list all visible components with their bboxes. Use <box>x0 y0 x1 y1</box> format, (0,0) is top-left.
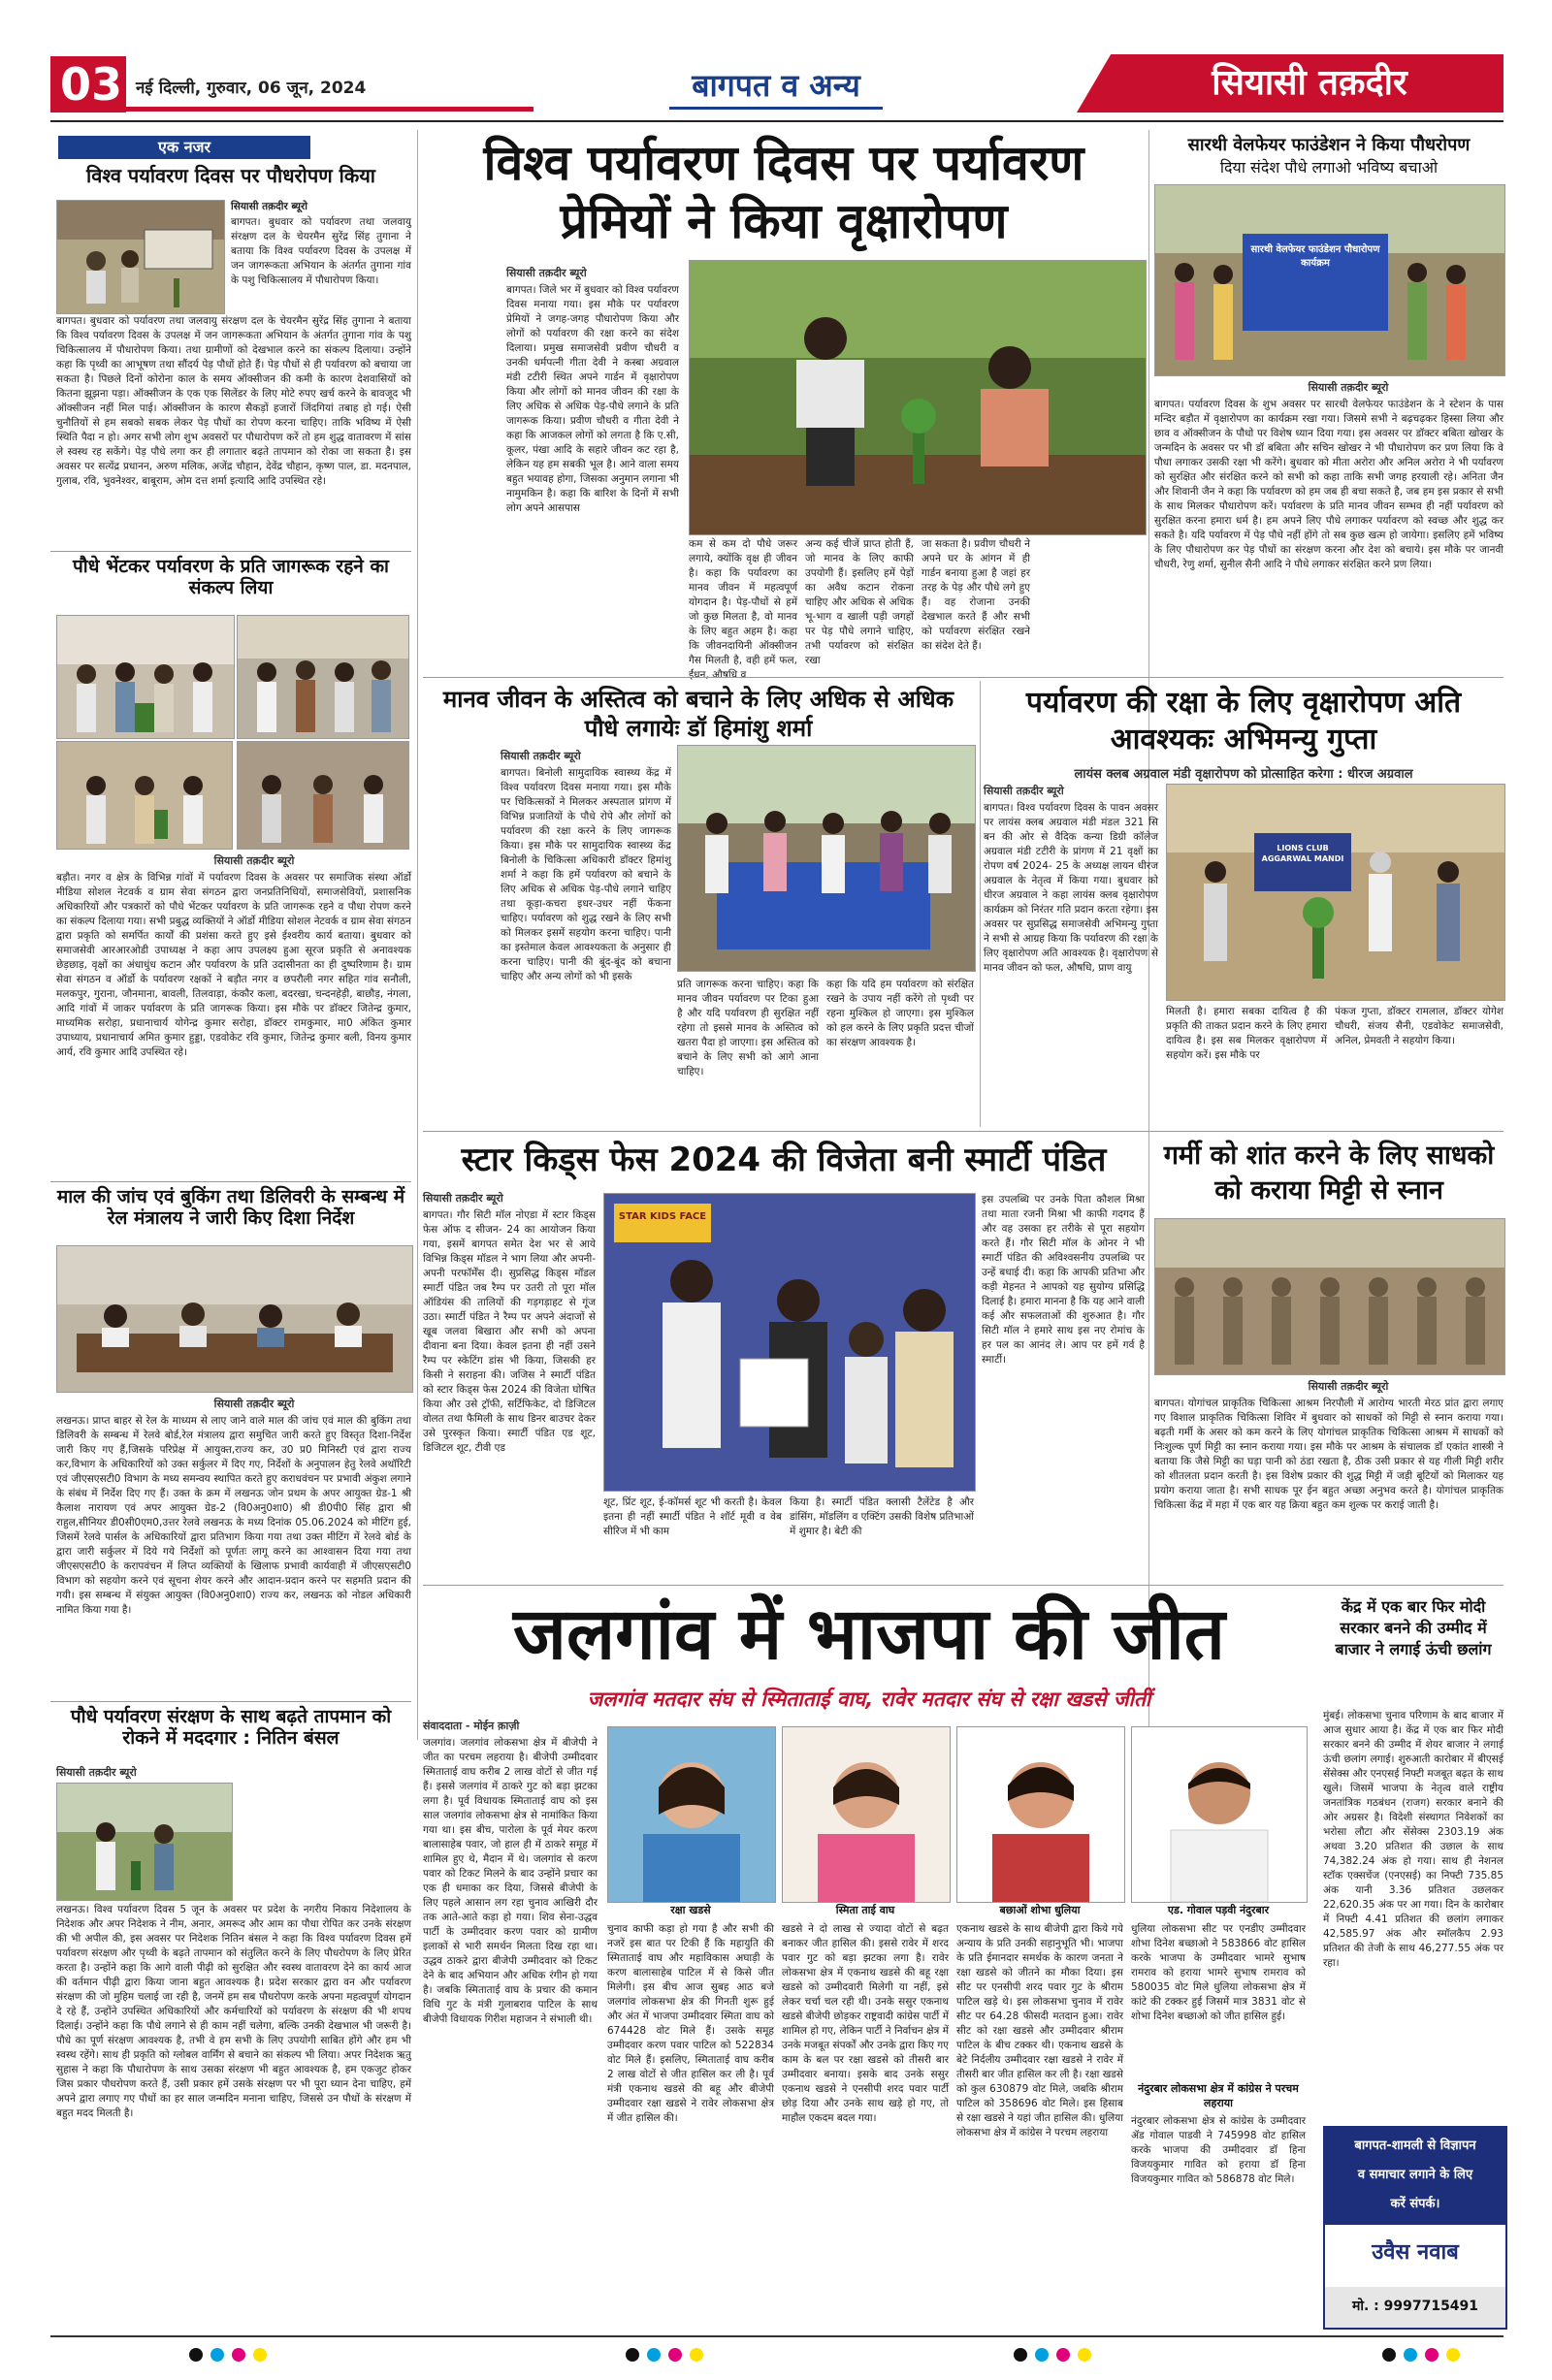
caption-shobha: बछाओं शोभा धुलिया <box>999 1904 1081 1916</box>
paudhe-body: बड़ौत। नगर व क्षेत्र के विभिन्न गांवों में पर्यावरण दिवस के अवसर पर समाजिक संस्था ऑर्डो मीडिया सोशल नेटवर्क व ग्राम सेवा संगठन द्वारा जनप्रतिनिधियों, समाजसेवियों, प्रशासनिक अधिकारियों और पत्रकारों को पौधे भेंटकर पर्यावरण के प्रति जागरूक रहने व पौधा रोपण करने का संकल्प दिलाया गया। सभी प्रबुद्ध व्यक्तियों ने ऑर्डो मीडिया सोशल नेटवर्क व ग्राम सेवा संगठन द्वारा प्रकृति को समर्पित कार्यों की प्रशंसा करते हुए इसे ईश्वरीय कार्य बताया। बुधवार को समाजसेवी आरआरओडी उपाध्यक्ष ने कहा आप उपलक्ष्य हुआ सूरज प्रकृति से अनावश्यक छेड़छाड़, वृक्षों का अंधाधुंध कटान और पर्यावरण के प्रति उदासीनता का ही दुष्परिणाम है। ग्राम सेवा संगठन व ऑर्डो के पर्यावरण रक्षकों ने बड़ौत नगर व छपरौली नगर सहित गांव सनौली, मलकपुर, गुराना, जौनमाना, बावली, तिलवाड़ा, कंकौर कला, बदरखा, चन्दनहेड़ी, बाछौड़, नंगला, आदि गांवों में जाकर पर्यावरण के प्रति जागरूक किया। इस मौके पर डॉक्टर जितेन्द्र कुमार, माध्यमिक सरोहा, प्रधानाचार्य योगेन्द्र कुमार सरोहा, डॉक्टर रामकुमार, मा0 अंकित कुमार उपाध्याय, प्रधानाचार्य अमित कुमार हुड्डा, एडवोकेट रवि कुमार, जितेन्द्र कुमार बली, विनय कुमार आर्य, रवि कुमार आदि उपस्थित रहे। <box>56 872 411 1058</box>
jalgaon-story <box>423 1591 1315 2332</box>
ek-nazar-headline: विश्व पर्यावरण दिवस पर पौधरोपण किया <box>86 164 375 187</box>
nitin-photo <box>56 1783 233 1901</box>
ad-line1: बागपत-शामली से विज्ञापन <box>1354 2139 1476 2153</box>
mitti-body: बागपत। योगांचल प्राकृतिक चिकित्सा आश्रम निरपौली में आरोग्य भारती मेरठ प्रांत द्वारा लगाए गए विशाल प्राकृतिक चिकित्सा शिविर में बुधवार को साधकों को मिट्टी से स्नान कराया गया। बढ़ती गर्मी के असर को कम करने के लिए योगांचल प्राकृतिक चिकित्सा आश्रम में साधकों को निःशुल्क पूर्ण मिट्टी का स्नान कराया गया। इस मौके पर आश्रम के संचालक डॉ एकांत शास्त्री ने बताया कि जैसे मिट्टी का घड़ा पानी को ठंडा रखता है, ठीक उसी प्रकार से यह गीली मिट्टी शरीर को शीतलता प्रदान करती है। इस विशेष प्रकार की शुद्ध मिट्टी में जड़ी बूटियों को मिलाकर यह प्रयोग कराया जाता है। सभी साधक पूर ईन बहुत अच्छा अनुभव करते है। योगांचल प्राकृतिक चिकित्सा केंद्र में महा में एक बार यह क्रिया बहुत कम शुल्क पर कराई जाती है। <box>1154 1398 1504 1511</box>
sarthi-byline: सियासी तक़दीर ब्यूरो <box>1308 381 1389 394</box>
ad-box <box>1323 2126 1507 2330</box>
sarthi-body: बागपत। पर्यावरण दिवस के शुभ अवसर पर सारथी वेलफेयर फाउंडेशन के ने स्टेशन के पास मन्दिर बड़ौत में वृक्षारोपण का कार्यक्रम रखा गया। जिसमे सभी ने बढ़चढ़कर हिस्सा लिया और छाव व ऑक्सीजन के पौधो पर विशेष ध्यान दिया गया। इस अवसर पर डॉक्टर बबिता खोखर के जन्मदिन के अवसर पर भी डॉ बबिता और सचिन खोखर ने भी पौधारोपण कर प्रण लिया कि वे पौधा लगाकर उसकी रक्षा भी करेंगे। बुधवार को मीता अरोरा और अनिल अरोरा ने भी पर्यावरण को सुरक्षित और संरक्षित करने को सभी को कहा ताकि सभी जगह हरयाली रहे। अनिता जैन और शिवानी जैन ने कहा कि पर्यावरण को हम जब ही बचा सकते है, जब हम इस प्रकार से सभी के साथ मिलकर पौधारोपण करें। पर्यावरण के प्रति मानव जीवन सम्भव ही नहीं पर्यावरण को सुरक्षित करना हमारा धर्म है। हम अपने लिए पौधे लगाकर पर्यावरण को स्वच्छ और शुद्ध कर सकते है। यदि पर्यावरण में पेड़ पौधे नहीं होंगे तो सब कुछ खत्म हो जायेगा। इसलिए हमें भविष्य के लिए पौधारोपण कर पेड़ पौधों का संरक्षण करना और देश को बचाये। इस मौके पर जानवी चौधरी, रेणु शर्मा, सुनील सैनी आदि ने पौधे लगाकर संरक्षित करने प्रण लिया। <box>1154 399 1504 570</box>
lions-club-planting-image <box>1167 785 1504 1000</box>
column-rule <box>980 681 981 1127</box>
jalgaon-body-4: एकनाथ खडसे के साथ बीजेपी द्वारा किये गये अन्याय के प्रति उनकी सहानुभूति भी। भाजपा के प्रति ईमानदार समर्थक के कारण जनता ने रक्षा खडसे को जीतने का मौका दिया। इस सीट पर एनसीपी शरद पवार गुट के श्रीराम पाटिल खड़े थे। इस लोकसभा चुनाव में रावेर सीट पर 64.28 फीसदी मतदान हुआ। रावेर सीट को रक्षा खडसे और उम्मीदवार श्रीराम पाटिल के बीच टक्कर थी। एकनाथ खडसे के बेटे निर्दलीय उम्मीदवार रक्षा खडसे ने रावेर में तीसरी बार जीत हासिल कर ली है। रक्षा खडसे को कुल 630879 वोट मिले, जबकि श्रीराम पाटिल को 358696 वोट मिले। इस हिसाब से रक्षा खडसे ने यहां जीत हासिल की। धुलिया लोकसभा क्षेत्र में कांग्रेस ने परचम लहराया <box>956 1923 1123 2139</box>
jalgaon-body-1: जलगांव। जलगांव लोकसभा क्षेत्र में बीजेपी ने जीत का परचम लहराया है। बीजेपी उम्मीदवार स्मिताताई वाघ करीब 2 लाख वोटों से जीत गई हैं। इससे जलगांव में ठाकरे गुट को बड़ा झटका लगा है। पूर्व विधायक स्मिताताई वाघ को इस साल जलगांव लोकसभा क्षेत्र से नामांकित किया गया था। इस बीच, पारोला के पूर्व मेयर करण बालासाहेब पवार, जो हाल ही में ठाकरे समूह में शामिल हुए थे, मैदान में थे। जलगांव से करण पवार को टिकट मिलने के बाद उन्होंने प्रचार का एक ही धमाका कर दिया, जिससे बीजेपी के लिए पहले आसान लग रहा चुनाव आखिरी दौर तक आते-आते कड़ा हो गया। शिव सेना-उद्धव पार्टी के उम्मीदवार करण पवार को ग्रामीण इलाकों से भारी समर्थन मिलता दिख रहा था। उद्धव ठाकरे द्वारा बीजेपी उम्मीदवार को टिकट देने के बाद अभियान और अधिक रंगीन हो गया है। जबकि स्मिताताई वाघ के प्रचार की कमान विधि गुट के मंत्री गुलाबराव पाटिल के साथ बीजेपी विधायक गिरीश महाजन ने संभाली थी। <box>423 1737 598 2025</box>
lead-body-1: बागपत। जिले भर में बुधवार को विश्व पर्यावरण दिवस मनाया गया। इस मौके पर पर्यावरण प्रेमियों ने जगह-जगह पौधारोपण किया और लोगों को पर्यावरण की रक्षा करने का संदेश दिलाया। प्रमुख समाजसेवी प्रवीण चौधरी व उनकी धर्मपत्नी गीता देवी ने कस्बा अग्रवाल मंडी टटीरी स्थित अपने गार्डन में वृक्षारोपण किया और लोगों को मानव जीवन की रक्षा के लिए अधिक से अधिक पेड़-पौधे लगाने के प्रति जागरूक किया। प्रवीण चौधरी व गीता देवी ने कहा कि आजकल लोगों को लगता है कि ए.सी, कूलर, पंखा आदि के सहारे जीवन कट रहा है, लेकिन यह हम सबकी भूल है। आने वाला समय बहुत भयावह होगा, जिसका अनुमान लगाना भी नामुमकिन है। कहा कि बारिश के दिनों में सभी लोग अपने आसपास <box>506 284 679 514</box>
star-kids-body-1: बागपत। गौर सिटी मॉल नोएडा में स्टार किड्स फेस ऑफ द सीजन- 24 का आयोजन किया गया, इसमें बागपत समेत देश भर से आये विभिन्न किड्स मॉडल ने भाग लिया और अपनी-अपनी परफॉर्मेंस दी। सुप्रसिद्ध किड्स मॉडल स्मार्टी पंडित जब रैम्प पर उतरी तो पूरा मॉल ऑडियंस की तालियों की गड़गड़ाहट से गूंज उठा। स्मार्टी पंडित ने रैम्प पर अपने अंदाजों से खूब जलवा बिखारा और सभी को अपना दीवाना बना दिया। केवल इतना ही नहीं उसने रैम्प पर स्केटिंग डांस भी किया, जिसकी हर किसी ने सराहना की। जजिस ने स्मार्टी पंडित को स्टार किड्स फेस 2024 की विजेता घोषित किया और उसे ट्रॉफी, सर्टिफिकेट, दो डिजिटल वोलत तथा फैमिली के साथ डिनर बाउचर देकर उसे पुरस्कृत किया। स्मार्टी पंडित एड शूट, डिजिटल शूट, टीवी एड <box>423 1209 596 1454</box>
divider <box>50 1701 411 1702</box>
himanshu-byline: सियासी तक़दीर ब्यूरो <box>501 750 581 762</box>
nitin-headline: पौधे पर्यावरण संरक्षण के साथ बढ़ते तापमान को रोकने में मददगार : नितिन बंसल <box>70 1706 392 1749</box>
abhimanyu-body-3: पंकज गुप्ता, डॉक्टर रामलाल, डॉक्टर योगेश चौधरी, संजय सैनी, एडवोकेट समाजसेवी, अनिल, प्रेमवती ने सहयोग किया। <box>1335 1006 1504 1046</box>
paudhe-photo-1 <box>56 615 235 739</box>
divider <box>50 1181 411 1182</box>
candidate-photo-smita <box>782 1726 951 1903</box>
sarthi-subhead: दिया संदेश पौधे लगाओ भविष्य बचाओ <box>1219 158 1439 177</box>
ad-phone: मो. : 9997715491 <box>1351 2299 1479 2314</box>
star-kids-body-3: किया है। स्मार्टी पंडित क्लासी टैलेंटेड है और डांसिंग, मॉडलिंग व एक्टिंग उसकी विशेष प्रतिभाओं में शुमार है। बेटी की <box>790 1496 974 1537</box>
lead-body-2: कम से कम दो पौधे जरूर लगाये, क्योंकि वृक्ष ही जीवन है। कहा कि पर्यावरण का मानव जीवन में महत्वपूर्ण योगदान है। पेड़-पौधों से हमें जो कुछ मिलता है, वो मानव के लिए बहुत अहम है। कहा कि जीवनदायिनी ऑक्सीजन गैस मिलती है, वही हमें फल, ईंधन, औषधि व <box>689 538 797 681</box>
section-underline <box>669 107 883 110</box>
paudhe-headline: पौधे भेंटकर पर्यावरण के प्रति जागरूक रहने का संकल्प लिया <box>73 556 389 598</box>
caption-raksha: रक्षा खडसे <box>670 1904 711 1916</box>
paudhe-byline: सियासी तक़दीर ब्यूरो <box>213 854 295 867</box>
mitti-photo <box>1154 1218 1505 1375</box>
candidate-photo-shobha <box>956 1726 1125 1903</box>
woman-portrait-image <box>783 1727 950 1902</box>
mud-bath-image <box>1155 1219 1504 1374</box>
jalgaon-body-2: चुनाव काफी कड़ा हो गया है और सभी की नजरें इस बात पर टिकी हैं कि महायुति की स्मिताताई वाघ और महाविकास अघाड़ी के करण बालासाहेब पाटिल में से किसे जीत मिलेगी। इस बीच आज सुबह आठ बजे जलगांव लोकसभा क्षेत्र की गिनती शुरू हुई और अंत में भाजपा उम्मीदवार स्मिता वाघ को 674428 वोट मिले हैं। उसके समूह उम्मीदवार करण पवार पाटिल को 522834 वोट मिले हैं। इसलिए, स्मिताताई वाघ करीब 2 लाख वोटों से जीत हासिल कर ली है। पूर्व मंत्री एकनाथ खडसे की बहू और बीजेपी उम्मीदवार रक्षा खडसे ने रावेर लोकसभा क्षेत्र में जीत हासिल की। <box>607 1923 774 2124</box>
section-title: बागपत व अन्य <box>692 67 860 104</box>
abhimanyu-story <box>984 681 1504 1127</box>
lead-story <box>423 130 1145 681</box>
ek-nazar-byline: सियासी तक़दीर ब्यूरो <box>231 201 308 212</box>
footer-rule <box>50 2335 1504 2337</box>
divider <box>50 551 411 552</box>
color-registration-marks <box>50 2343 1504 2366</box>
lead-body-4: जा सकता है। प्रवीण चौधरी ने अपने घर के आंगन में ही गार्डन बनाया हुआ है जहां हर तरह के पेड़ और पौधे लगे हुए हैं। वह रोजाना उनकी देखभाल करते हैं और सभी को पर्यावरण संरक्षित रखने का संदेश देते हैं। <box>922 538 1030 652</box>
himanshu-body-2: प्रति जागरूक करना चाहिए। कहा कि मानव जीवन पर्यावरण पर टिका हुआ है और यदि पर्यावरण ही सुरक्षित नहीं रहेगा तो इससे मानव के अस्तित्व को खतरा पैदा हो जाएगा। इस अस्तित्व को बचाने के लिए सभी को आगे आना चाहिए। <box>677 979 819 1077</box>
woman-portrait-image <box>608 1727 775 1902</box>
star-kids-byline: सियासी तक़दीर ब्यूरो <box>423 1192 503 1205</box>
abhimanyu-headline: पर्यावरण की रक्षा के लिए वृक्षारोपण अति आवश्यकः अभिमन्यु गुप्ता <box>1025 686 1462 756</box>
dateline: नई दिल्ली, गुरुवार, 06 जून, 2024 <box>136 79 367 98</box>
abhimanyu-body-1: बागपत। विश्व पर्यावरण दिवस के पावन अवसर पर लायंस क्लब अग्रवाल मंडी मंडल 321 सि बन की ओर से वैदिक कन्या डिग्री कॉलेज अग्रवाल मंडी टटीरी के प्रांगण में 21 वृक्षों का रोपण वर्ष 2024- 25 के अध्यक्ष लायन धीरज अग्रवाल के नेतृत्व में किया गया। बुधवार को धीरज अग्रवाल ने कहा लायंस क्लब वृक्षारोपण कार्यक्रम को निरंतर गति प्रदान करता रहेगा। इस अवसर पर सुप्रसिद्ध समाजसेवी अभिमन्यु गुप्ता ने सभी से आग्रह किया कि पर्यावरण की रक्षा के लिए वृक्षारोपण अति आवश्यक है। वृक्षारोपण से मानव जीवन को फल, औषधि, प्राण वायु <box>984 802 1158 974</box>
sarthi-banner-text: सारथी वेलफेयर फाउंडेशन पौधारोपण कार्यक्रम <box>1250 244 1380 269</box>
ek-nazar-body-wrap: बागपत। बुधवार को पर्यावरण तथा जलवायु संरक्षण दल के चेयरमैन सुरेंद्र सिंह तुगाना ने बताया कि विश्व पर्यावरण दिवस के उपलक्ष में जन जागरूकता अभियान के अंतर्गत तुगाना गांव के पशु चिकित्सालय में पौधारोपण किया। <box>231 216 411 286</box>
abhimanyu-body-2: मिलती है। हमारा सबका दायित्व है की प्रकृति की ताकत प्रदान करने के लिए हमारा दायित्व है। इस सब मिलकर वृक्षारोपण में सहयोग करें। इस मौके पर <box>1166 1006 1327 1061</box>
paudhe-photo-2 <box>237 615 409 739</box>
rail-headline: माल की जांच एवं बुकिंग तथा डिलिवरी के सम्बन्ध में रेल मंत्रालय ने जारी किए दिशा निर्देश <box>56 1186 405 1229</box>
jalgaon-subhead: जलगांव मतदार संघ से स्मिताताई वाघ, रावेर मतदार संघ से रक्षा खडसे जीतीं <box>587 1688 1151 1711</box>
masthead-rule <box>50 120 1504 122</box>
nitin-byline: सियासी तक़दीर ब्यूरो <box>56 1766 137 1779</box>
nandurbar-body: नंदुरबार लोकसभा क्षेत्र से कांग्रेस के उम्मीदवार ॲड गोवाल पाडवी ने 745998 वोट हासिल करके भाजपा की उम्मीदवार डॉ हिना विजयकुमार गावित को हराया डॉ हिना विजयकुमार गावित को 586878 वोट मिले। <box>1131 2115 1306 2185</box>
jalgaon-body-3: खडसे ने दो लाख से ज्यादा वोटों से बढ़त बनाकर जीत हासिल की। इससे रावेर में शरद पवार गुट को बड़ा झटका लगा है। रावेर लोकसभा क्षेत्र में एकनाथ खडसे की बहू रक्षा खडसे को उम्मीदवारी मिलेगी या नहीं, इसे लेकर चर्चा चल रही थी। उनके ससुर एकनाथ खडसे बीजेपी छोड़कर राष्ट्रवादी कांग्रेस पार्टी में शामिल हो गए, लेकिन पार्टी ने निर्वाचन क्षेत्र में उनके मजबूत संपर्कों और उनके द्वारा किए गए काम के बल पर रक्षा खडसे को तीसरी बार उम्मीदवार बनाया। इसके बाद उनके ससुर एकनाथ खडसे ने एनसीपी शरद पवार पार्टी छोड़ दिया और उनके साथ खड़े हो गए, तो माहौल एकदम बदल गया। <box>782 1923 949 2124</box>
himanshu-story <box>423 681 974 1127</box>
ad-line3: करें संपर्क। <box>1390 2197 1440 2211</box>
column-rule <box>417 130 418 1740</box>
modi-body: मुंबई। लोकसभा चुनाव परिणाम के बाद बाजार में आज सुधार आया है। केंद्र में एक बार फिर मोदी सरकार बनने की उम्मीद में शेयर बाजार ने लगाई ऊंची छलांग लगाई। शुरुआती कारोबार में बीएसई सेंसेक्स और एनएसई निफ्टी मजबूत बढ़त के साथ खुले। जिसमें भाजपा के नेतृत्व वाले राष्ट्रीय जनतांत्रिक गठबंधन (राजग) सरकार बनाने की ओर अग्रसर है। विदेशी संस्थागत निवेशकों का भरोसा लौटा और सेंसेक्स 2303.19 अंक अथवा 3.20 प्रतिशत की उछाल के साथ 74,382.24 अंक हो गया। साथ ही नेशनल स्टॉक एक्सचेंज (एनएसई) का निफ्टी 735.85 अंक यानी 3.36 प्रतिशत उछलकर 22,620.35 अंक पर आ गया। दिन के कारोबार में निफ्टी 4.41 प्रतिशत की छलांग लगाकर 42,585.97 अंक और स्मॉलकैप 2.93 प्रतिशत की तेजी के साथ 46,277.55 अंक पर रहा। <box>1323 1710 1504 1969</box>
lions-sign-text: LIONS CLUB AGGARWAL MANDI <box>1261 844 1344 863</box>
planting-officials-image <box>57 1784 232 1900</box>
star-kids-banner-text: STAR KIDS FACE <box>618 1211 707 1222</box>
paudhe-photo-4 <box>237 741 409 850</box>
meeting-photo-image <box>57 1246 412 1392</box>
tree-planting-couple-image <box>690 261 1146 534</box>
lead-byline: सियासी तक़दीर ब्यूरो <box>506 267 587 279</box>
nitin-body: लखनऊ। विश्व पर्यावरण दिवस 5 जून के अवसर पर प्रदेश के नगरीय निकाय निदेशालय के निदेशक और अपर निदेशक ने नीम, अनार, अमरूद और आम का पौधा रोपित कर उनके संरक्षण की भी अपील की, इस अवसर पर निदेशक नितिन बंसल ने कहा कि विश्व पर्यावरण दिवस हमें पर्यावरण संरक्षण और पृथ्वी के बढ़ते तापमान को संतुलित करने के लिए पौधरोपण के लिए प्रेरित करता है। उन्होंने कहा कि आगे वाली पीढ़ी को सुरक्षित और स्वस्थ वातावरण देने का कार्य आज की वर्तमान पीढ़ी द्वारा किया जाना बहुत आवश्यक है। प्रदेश सरकार द्वारा वन और पर्यावरण संरक्षण की जो मुहिम चलाई जा रही है, जनमें हम सब पौधरोपण करके अपना महत्वपूर्ण योगदान दे रहे हैं, उन्होंने उपस्थित अधिकारियों और कर्मचारियों को पर्यावरण के संरक्षण की भी शपथ दिलाई। उन्होंने कहा कि पौधे लगाने से ही काम नहीं चलेगा, बल्कि उनकी देखभाल भी जरूरी है। पौधे का पूर्ण संरक्षण आवश्यक है, तभी वे हम सभी के लिए उपयोगी साबित होंगे और हम भी स्वस्थ रहेंगे। साथ ही प्रकृति को ग्लोबल वार्मिंग से बचाने का संकल्प भी लिया। अपर निदेशक ऋतु सुहास ने कहा कि पौधारोपण के साथ उसका संरक्षण भी बहुत आवश्यक है, हम एकजुट होकर जिस प्रकार पौधरोपण करते हैं, उसी प्रकार हमें उसके संरक्षण पर भी पूरा ध्यान देना चाहिए, हमें अपने द्वारा लगाए गए पौधों का हर साल जन्मदिन मनाना चाहिए, जिससे उन पौधों के संरक्षण में बहुत मदद मिलती है। <box>56 1904 411 2119</box>
lead-photo <box>689 260 1147 535</box>
himanshu-body-1: बागपत। बिनोली सामुदायिक स्वास्थ्य केंद्र में विश्व पर्यावरण दिवस मनाया गया। इस मौके पर चिकित्सकों ने मिलकर अस्पताल प्रांगण में विभिन्न प्रजातियों के पौधे रोपे और लोगों को पर्यावरण की रक्षा करने के लिए जागरूक किया। इस मौके पर सामुदायिक स्वास्थ्य केंद्र बिनोली के चिकित्सा अधिकारी डॉक्टर हिमांशु शर्मा ने कहा कि हमें पर्यावरण को बचाने के लिए अधिक से अधिक पेड़-पौधे लगाने चाहिए तथा कूड़ा-कचरा इधर-उधर नहीं फेंकना चाहिए। पर्यावरण को शुद्ध रखने के लिए सभी को मिलकर इसमें सहयोग करना चाहिए। पानी का इस्तेमाल केवल आवश्यकता के अनुसार ही करना चाहिए। पानी की बूंद-बूंद को बचाना चाहिए और अन्य लोगों को भी इसके <box>501 767 671 982</box>
paudhe-photo-3 <box>56 741 233 850</box>
ek-nazar-photo <box>56 200 225 314</box>
banner-group-image <box>1155 185 1504 375</box>
page-number: 03 <box>59 58 122 111</box>
star-kids-body-2: शूट, प्रिंट शूट, ई-कॉमर्स शूट भी करती है। केवल इतना ही नहीं स्मार्टी पंडित ने शॉर्ट मूवी व वेब सीरिज में भी काम <box>603 1496 782 1537</box>
group-photo-image <box>57 616 234 738</box>
star-kids-photo <box>603 1193 976 1492</box>
modi-headline: केंद्र में एक बार फिर मोदी सरकार बनने की उम्मीद में बाजार ने लगाई ऊंची छलांग <box>1335 1597 1492 1658</box>
abhimanyu-subhead: लायंस क्लब अग्रवाल मंडी वृक्षारोपण को प्रोत्साहित करेगा : धीरज अग्रवाल <box>1074 767 1413 782</box>
award-ceremony-image <box>604 1194 975 1491</box>
candidate-photo-raksha <box>607 1726 776 1903</box>
nandurbar-headline: नंदुरबार लोकसभा क्षेत्र में कांग्रेस ने परचम लहराया <box>1138 2082 1299 2109</box>
lead-headline: विश्व पर्यावरण दिवस पर पर्यावरण प्रेमियों ने किया वृक्षारोपण <box>483 135 1084 249</box>
sarthi-headline: सारथी वेलफेयर फाउंडेशन ने किया पौधरोपण <box>1187 135 1471 155</box>
group-photo-image <box>238 616 408 738</box>
modi-market-box <box>1323 1591 1504 2114</box>
color-registration-bar <box>50 2343 1504 2366</box>
rail-photo <box>56 1245 413 1393</box>
ek-nazar-body: बागपत। बुधवार को पर्यावरण तथा जलवायु संरक्षण दल के चेयरमैन सुरेंद्र सिंह तुगाना ने बताया कि विश्व पर्यावरण दिवस के उपलक्ष में जन जागरूकता अभियान के अंतर्गत तुगाना गांव के पशु चिकित्सालय में पौधारोपण किया। तथा ग्रामीणों को देखभाल करने का संकल्प दिलाया। उन्होंने कहा कि पृथ्वी का आभूषण तथा सौंदर्य पेड़ पौधों होते हैं। पेड़ पौधों से ही पर्यावरण को बचाया जा सकता है। पिछले दिनों कोरोना काल के समय ऑक्सीजन की कमी के कारण देशवासियों को कितना झूझना पड़ा। ऑक्सीजन के एक एक सिलेंडर के लिए मोटे रुपए खर्च करने के बावजूद भी ऑक्सीजन नहीं मिल पाई। ऑक्सीजन के कारण सैकड़ों हजारों जिंदगियां तबाह हो गई। ऐसी चुनौतियों से हम सबको सबक लेकर पेड़ पौधों का रोपण करना चाहिए। ताकि भविष्य में ऐसी स्थिति पैदा न हो। अगर सभी लोग शुभ अवसरों पर पौधारोपण करें तो हम शुद्ध वातावरण में सांस ले स्वस्थ रह सकेंगे। पेड़ पौधे लगा कर ही लगातार बढ़ते तापमान को रोका जा सकता है। इस अवसर पर सत्येंद्र प्रधानन, अरुण मलिक, अजेंद्र चौहान, देवेंद्र चौहान, कृष्ण पाल, डा. मदनपाल, गुलाब, रवि, भुवनेश्वर, बाबूराम, ओम दत्त शर्मा इत्यादि आदि उपस्थित रहे। <box>56 315 411 487</box>
candidate-photo-gowal <box>1131 1726 1308 1903</box>
jalgaon-byline: संवाददाता - मोईन क़ाज़ी <box>423 1720 520 1732</box>
ad-line2: व समाचार लगाने के लिए <box>1357 2168 1473 2182</box>
man-portrait-image <box>1132 1727 1307 1902</box>
masthead <box>0 0 1552 128</box>
caption-smita: स्मिता ताई वाघ <box>835 1904 895 1916</box>
divider <box>423 1131 1504 1132</box>
left-column <box>50 130 411 2332</box>
divider <box>423 1585 1504 1586</box>
ad-name: उवैस नवाब <box>1372 2240 1459 2265</box>
abhimanyu-photo <box>1166 784 1505 1001</box>
mitti-story <box>1154 1135 1504 1581</box>
divider <box>423 677 1504 678</box>
ek-nazar-label: एक नजर <box>157 138 210 156</box>
star-kids-body-4: इस उपलब्धि पर उनके पिता कौशल मिश्रा तथा माता रजनी मिश्रा भी काफी गदगद हैं और वह उसका हर तरीके से पूरा सहयोग करते हैं। गौर सिटी मॉल के ओनर ने भी स्मार्टी पंडित की अविश्वसनीय उपलब्धि पर उन्हें बधाई दी। कहा कि आपकी प्रतिभा और कड़ी मेहनत ने आपको यह सुयोग्य प्रसिद्धि दिलाई है। हमारा मानना है कि यह आने वाली कई और सफलताओं की शुरुआत है। गौर सिटी मॉल ने हमारे साथ इस नए रोमांच के हर पल का आनंद ले। आप पर हमें गर्व है स्मार्टी। <box>982 1194 1145 1366</box>
doctors-banner-image <box>678 746 975 971</box>
mitti-byline: सियासी तक़दीर ब्यूरो <box>1308 1380 1389 1393</box>
himanshu-photo <box>677 745 976 972</box>
group-photo-image <box>238 742 408 849</box>
caption-gowal: एड. गोवाल पड़वी नंदुरबार <box>1167 1904 1270 1916</box>
star-kids-story <box>423 1135 1145 1581</box>
star-kids-headline: स्टार किड्स फेस 2024 की विजेता बनी स्मार्टी पंडित <box>461 1141 1107 1179</box>
himanshu-headline: मानव जीवन के अस्तित्व को बचाने के लिए अधिक से अधिक पौधे लगायेः डॉ हिमांशु शर्मा <box>442 686 954 742</box>
mitti-headline: गर्मी को शांत करने के लिए साधको को कराया मिट्टी से स्नान <box>1163 1141 1495 1206</box>
himanshu-body-3: कहा कि यदि हम पर्यावरण को संरक्षित रखने के उपाय नहीं करेंगे तो पृथ्वी पर रहना मुश्किल हो जाएगा। इस मुश्किल को हल करने के लिए प्रकृति प्रदत्त चीजों का संरक्षण आवश्यक है। <box>826 979 974 1048</box>
rail-byline: सियासी तक़दीर ब्यूरो <box>213 1398 295 1410</box>
jalgaon-body-5: धुलिया लोकसभा सीट पर एनडीए उम्मीदवार शोभा दिनेश बच्छाओ ने 583866 वोट हासिल करके भाजपा के उम्मीदवार भामरे सुभाष रामराव को हराया भामरे सुभाष रामराव को 580035 वोट मिले धुलिया लोकसभा क्षेत्र में कांटे की टक्कर हुई जिसमें मात्र 3831 वोट से शोभा दिनेश बच्छाओ को जीत हासिल हुई। <box>1131 1923 1306 2022</box>
planting-scene-image <box>57 201 224 313</box>
rail-body: लखनऊ। प्राप्त बाहर से रेल के माध्यम से लाए जाने वाले माल की जांच एवं माल की बुकिंग तथा डिलिवरी के सम्बन्ध में रेलवे बोर्ड,रेल मंत्रालय द्वारा समुचित जारी करते हुए विस्तृत दिशा-निर्देश जारी किए गए हैं,जिसके परिप्रेक्ष में आयुक्त,राज्य कर, उ0 प्र0 मिनिस्टी एवं द्वारा राज्य कर,विभाग के अधिकारियों को उक्त सर्कुलर में दिए गए, निर्देशों के अनुपालन हेतु रेलवे अथॉरिटी एवं जीएसएसटी0 विभाग के मध्य समन्वय स्थापित करते हुए कराधवंचन पर प्रभावी अंकुश लगाने के संबंध में निर्देश दिए गए हैं। उक्त के क्रम में लखनऊ जोन प्रथम के अपर आयुक्त ग्रेड-1 श्री कैलाश नारायण एवं अपर आयुक्त ग्रेड-2 (वि0अनु0शा0) श्री डी0पी0 सिंह द्वारा श्री राहुल,सीनियर डी0सी0एम0,उत्तर रेलवे लखनऊ के मध्य दिनांक 05.06.2024 को मीटिंग हुई, जिसमें रेलवे पार्सल के अधिकारियों द्वारा प्रतिभाग किया गया तथा उक्त मीटिंग में रेलवे बोर्ड के द्वारा जारी सर्कुलर में दिये गये निर्देशों को पूर्णतः लागू करने का आश्वासन दिया गया तथा जीएसएसटी0 के करापवंचन में लिप्त व्यक्तियों के खिलाफ प्रभावी कार्यवाही में जीएसएसटी0 विभाग को सहयोग करने एवं सूचना शेयर करने और आदान-प्रदान करने पर सहमति प्रदान की गयी। इस सम्बन्ध में संयुक्त आयुक्त (वि0अनु0शा0) राज्य कर, लखनऊ को नोडल अधिकारी नामित किया गया है। <box>56 1415 411 1616</box>
jalgaon-headline: जलगांव में भाजपा की जीत <box>513 1592 1225 1676</box>
lead-body-3: अन्य कई चीजें प्राप्त होती हैं, जो मानव के लिए काफी उपयोगी हैं। इसलिए हमें पेड़ों का अवैध कटान रोकना चाहिए और अधिक से अधिक भू-भाग व खाली पड़ी जगहों पर पेड़ पौधे लगाने चाहिए, तभी पर्यावरण को संरक्षित रखा <box>805 538 914 666</box>
woman-portrait-image <box>957 1727 1124 1902</box>
sarthi-story <box>1154 130 1504 673</box>
red-underline-left <box>126 107 534 112</box>
paper-name: सियासी तक़दीर <box>1212 63 1407 103</box>
abhimanyu-byline: सियासी तक़दीर ब्यूरो <box>984 785 1064 797</box>
group-photo-image <box>57 742 232 849</box>
sarthi-photo <box>1154 184 1505 376</box>
